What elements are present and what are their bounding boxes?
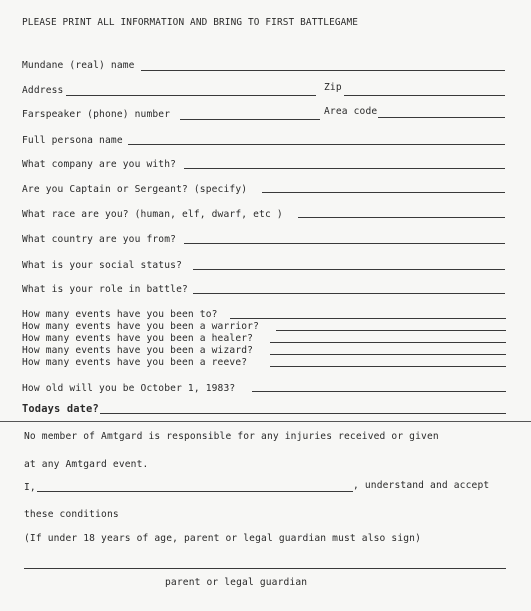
social-status-line[interactable] [193, 269, 505, 270]
zip-line[interactable] [344, 95, 505, 96]
country-line[interactable] [184, 243, 505, 244]
persona-label: Full persona name [22, 135, 123, 146]
rank-label: Are you Captain or Sergeant? (specify) [22, 184, 248, 195]
race-line[interactable] [298, 217, 505, 218]
persona-line[interactable] [128, 144, 505, 145]
waiver-conditions: these conditions [24, 509, 119, 520]
rank-line[interactable] [262, 192, 505, 193]
company-line[interactable] [184, 168, 505, 169]
age-label: How old will you be October 1, 1983? [22, 383, 236, 394]
date-label: Todays date? [22, 403, 99, 415]
events-label: How many events have you been to? [22, 309, 218, 320]
healer-line[interactable] [270, 342, 506, 343]
mundane-name-line[interactable] [141, 70, 505, 71]
waiver-line-1: No member of Amtgard is responsible for any injuries received or given [24, 431, 439, 442]
wizard-line[interactable] [270, 354, 506, 355]
zip-label: Zip [324, 82, 342, 93]
area-code-label: Area code [324, 106, 378, 117]
area-code-line[interactable] [378, 117, 505, 118]
healer-label: How many events have you been a healer? [22, 333, 254, 344]
reeve-line[interactable] [270, 366, 506, 367]
reeve-label: How many events have you been a reeve? [22, 357, 248, 368]
guardian-label: parent or legal guardian [165, 577, 308, 588]
section-divider [0, 421, 531, 422]
mundane-name-label: Mundane (real) name [22, 60, 135, 71]
phone-label: Farspeaker (phone) number [22, 109, 171, 120]
events-line[interactable] [230, 318, 506, 319]
waiver-i-prefix: I, [24, 482, 36, 493]
age-line[interactable] [252, 391, 506, 392]
warrior-label: How many events have you been a warrior? [22, 321, 260, 332]
date-line[interactable] [100, 413, 506, 414]
race-label: What race are you? (human, elf, dwarf, etc ) [22, 209, 283, 220]
address-line[interactable] [66, 95, 316, 96]
address-label: Address [22, 85, 64, 96]
role-label: What is your role in battle? [22, 284, 188, 295]
guardian-signature-line[interactable] [24, 568, 506, 569]
social-status-label: What is your social status? [22, 260, 182, 271]
signer-name-line[interactable] [37, 491, 353, 492]
phone-line[interactable] [180, 119, 320, 120]
warrior-line[interactable] [276, 330, 506, 331]
waiver-line-2: at any Amtgard event. [24, 459, 149, 470]
wizard-label: How many events have you been a wizard? [22, 345, 254, 356]
role-line[interactable] [193, 293, 505, 294]
form-heading: PLEASE PRINT ALL INFORMATION AND BRING TO FIRST BATTLEGAME [22, 17, 359, 28]
waiver-understand: , understand and accept [353, 480, 490, 491]
country-label: What country are you from? [22, 234, 177, 245]
guardian-note: (If under 18 years of age, parent or legal guardian must also sign) [24, 533, 422, 544]
company-label: What company are you with? [22, 159, 177, 170]
